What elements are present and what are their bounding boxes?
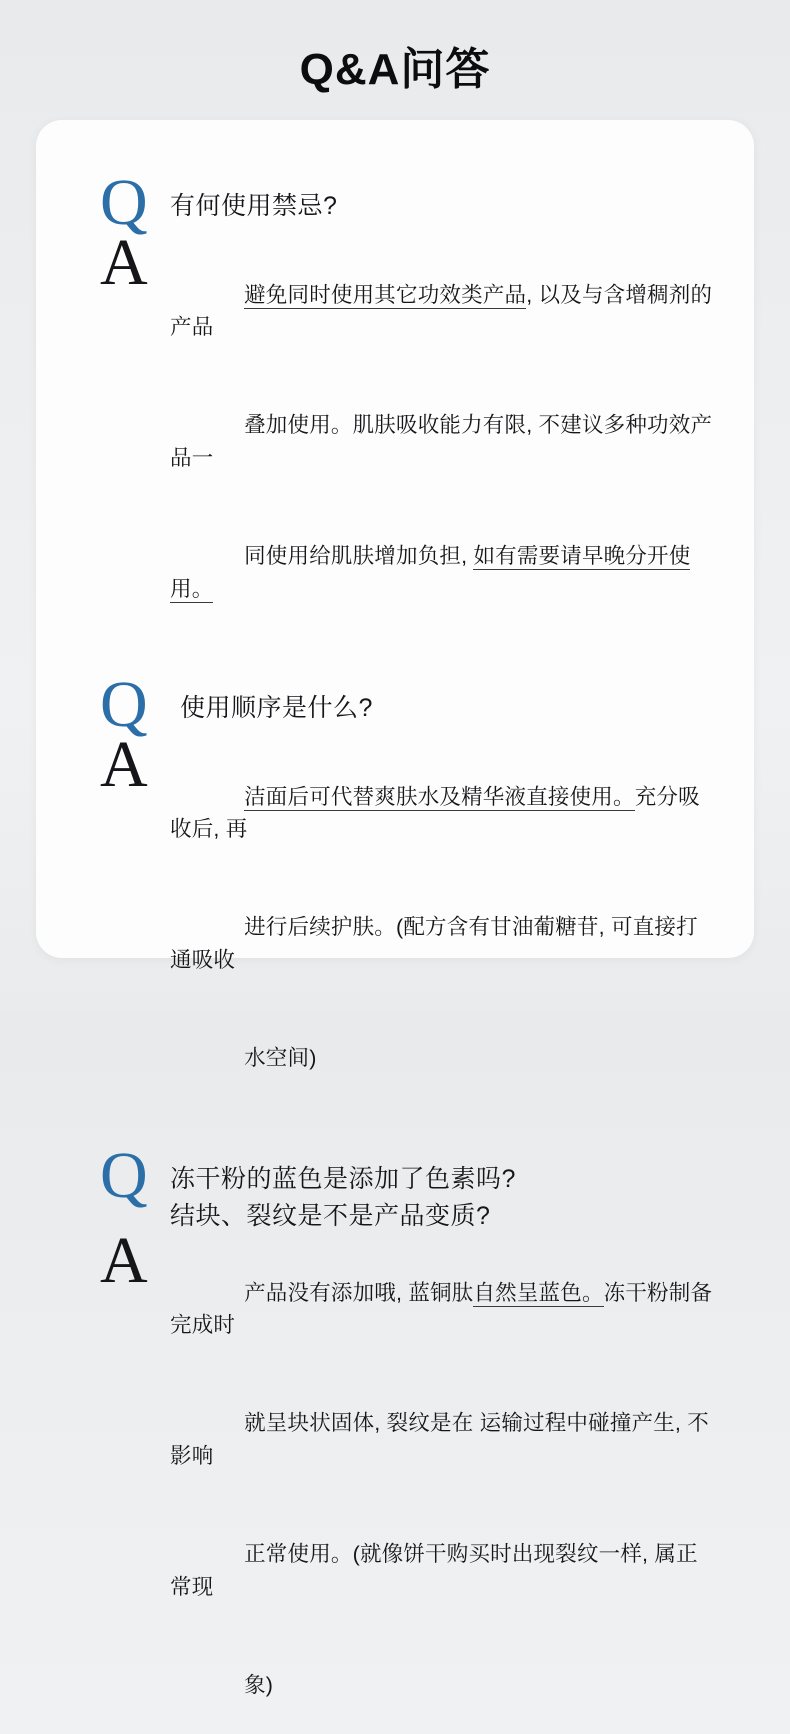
question-line: 冻干粉的蓝色是添加了色素吗? (170, 1165, 516, 1194)
answer-segment: 正常使用。(就像饼干购买时出现裂纹一样, 属正常现 (170, 1542, 698, 1599)
answer-segment: 象) (244, 1672, 274, 1697)
question-line: 有何使用禁忌? (170, 192, 338, 220)
answer-line (170, 1505, 716, 1636)
answer-segment: 产品没有添加哦, 蓝铜肽 (244, 1280, 474, 1305)
question-text (170, 170, 337, 224)
question-mark-icon: Q (100, 1139, 148, 1213)
qa-block (70, 1139, 720, 1734)
answer-line (170, 1636, 716, 1734)
answer-segment: 进行后续护肤。(配方含有甘油葡糖苷, 可直接打通吸收 (170, 915, 698, 973)
answer-mark-icon: A (100, 728, 148, 802)
question-line: 使用顺序是什么? (180, 694, 373, 723)
qa-block (70, 668, 720, 1107)
answer-segment: 如有需要请早晚分开使用。 (170, 544, 691, 601)
qa-card (36, 120, 754, 1697)
answer-segment: 充分吸收后, 再 (170, 784, 700, 842)
answer-line (170, 879, 716, 1010)
answer-line (170, 748, 716, 879)
answer-segment: 自然呈蓝色。 (473, 1280, 604, 1305)
question-row (70, 166, 720, 239)
answer-text (170, 230, 720, 638)
answer-row (70, 728, 720, 1107)
answer-mark-icon: A (100, 226, 148, 299)
answer-text (170, 1228, 720, 1734)
answer-segment: , 以及与含增稠剂的产品 (170, 282, 713, 340)
answer-text (170, 732, 720, 1107)
question-mark-icon: Q (100, 668, 148, 742)
answer-line (170, 246, 716, 377)
answer-row (70, 226, 720, 638)
answer-line (170, 377, 716, 508)
answer-line (170, 1375, 716, 1506)
question-line: 结块、裂纹是不是产品变质? (170, 1201, 491, 1230)
answer-row (70, 1223, 720, 1734)
answer-line (170, 1244, 716, 1375)
qa-block (70, 166, 720, 638)
answer-line (170, 507, 716, 638)
question-mark-icon: Q (100, 166, 148, 239)
answer-segment: 避免同时使用其它功效类产品 (244, 282, 527, 307)
answer-segment: 洁面后可代替爽肤水及精华液直接使用。 (244, 784, 635, 809)
question-row (70, 1139, 720, 1234)
answer-segment: 冻干粉制备完成时 (170, 1280, 713, 1338)
answer-line (170, 1009, 716, 1107)
question-row (70, 668, 720, 742)
answer-segment: 叠加使用。肌肤吸收能力有限, 不建议多种功效产品一 (170, 413, 713, 471)
question-text (170, 1143, 516, 1234)
answer-segment: 就呈块状固体, 裂纹是在 运输过程中碰撞产生, 不影响 (170, 1411, 709, 1468)
answer-segment: 同使用给肌肤增加负担, (244, 544, 474, 569)
answer-segment: 水空间) (244, 1046, 317, 1071)
question-text (170, 672, 373, 726)
answer-mark-icon: A (100, 1223, 148, 1297)
page-title: Q&A问答 (299, 45, 491, 94)
